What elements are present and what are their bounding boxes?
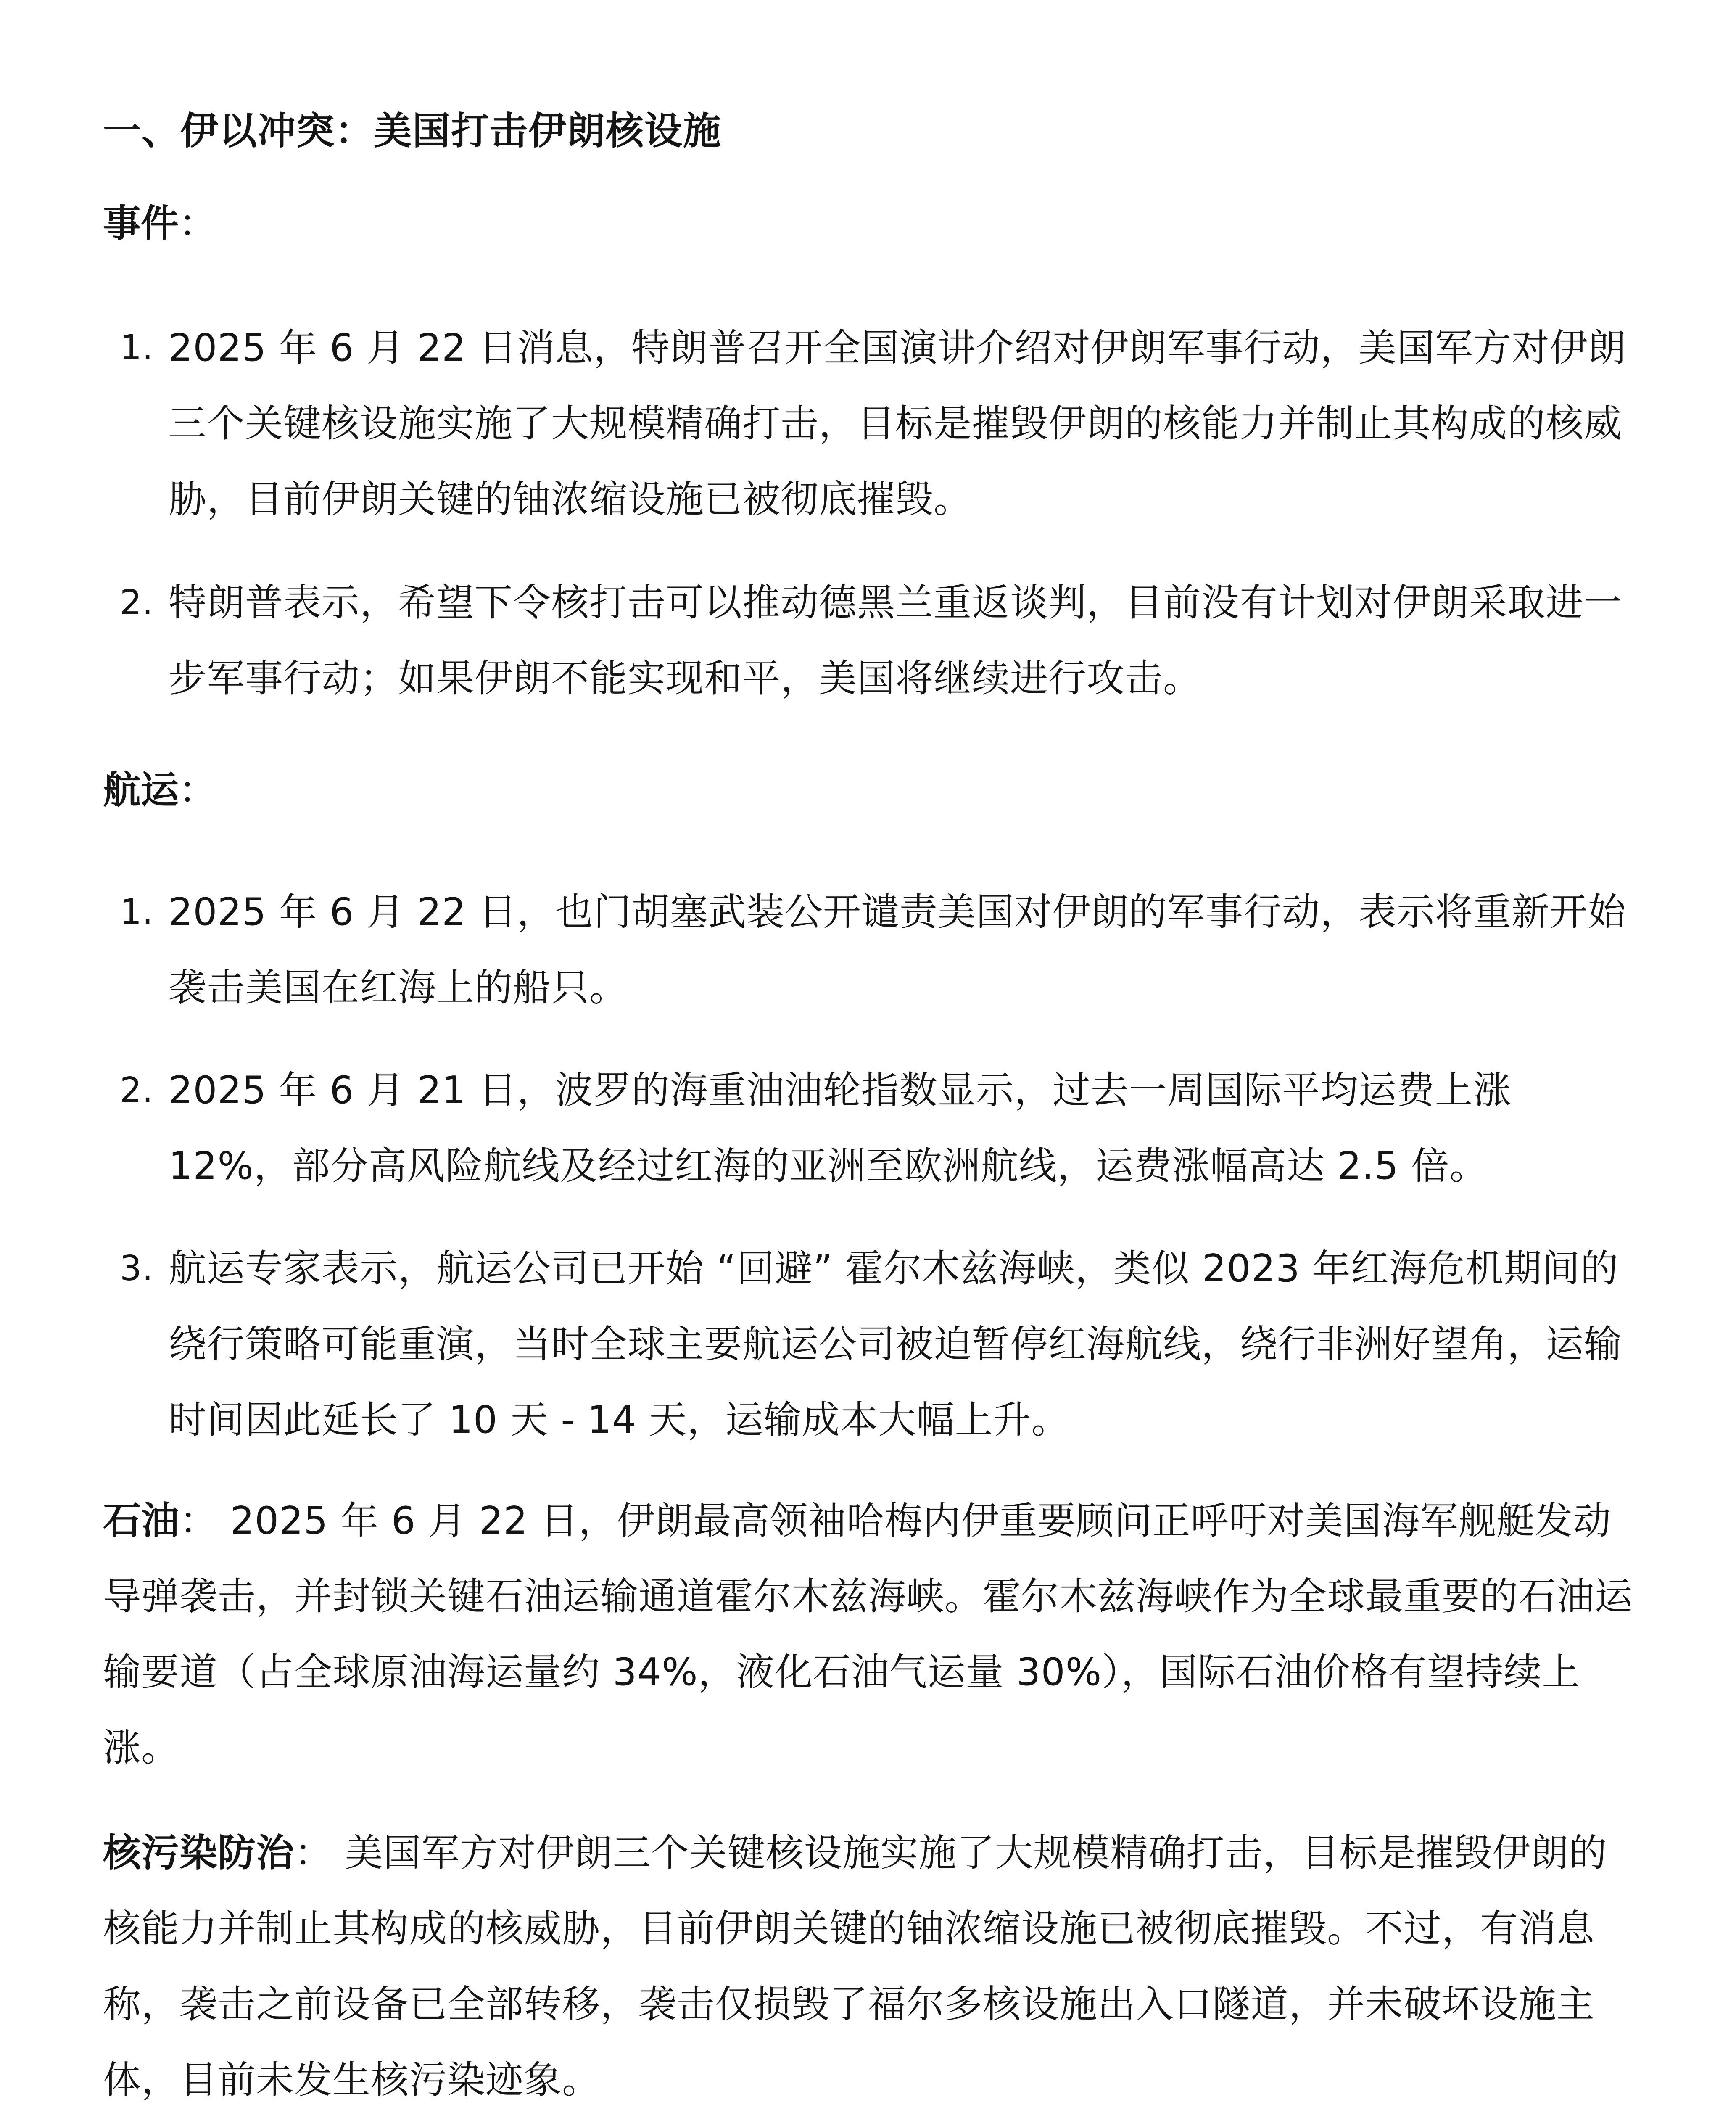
paragraph-oil-colon: ： — [179, 1499, 230, 1543]
event-list — [103, 310, 1635, 716]
section-label-event-colon: ： — [179, 201, 216, 246]
list-item — [103, 1053, 1635, 1204]
list-item-number: 1. — [120, 328, 154, 368]
list-item-number: 2. — [120, 1070, 154, 1110]
list-item-text: 2025 年 6 月 22 日，也门胡塞武装公开谴责美国对伊朗的军事行动，表示将重新开始袭击美国在红海上的船只。 — [169, 890, 1626, 1010]
section-label-event-text: 事件 — [103, 201, 179, 246]
paragraph-oil — [103, 1483, 1635, 1786]
list-item — [103, 565, 1635, 716]
list-item — [103, 874, 1635, 1026]
list-item-text: 航运专家表示，航运公司已开始 “回避” 霍尔木兹海峡，类似 2023 年红海危机期间的绕行策略可能重演，当时全球主要航运公司被迫暂停红海航线，绕行非洲好望角，运输时间因此延长了 10 天 - 14 天，运输成本大幅上升。 — [169, 1246, 1622, 1442]
paragraph-oil-label: 石油 — [103, 1499, 179, 1543]
paragraph-nuclear — [103, 1815, 1635, 2102]
list-item-text: 特朗普表示，希望下令核打击可以推动德黑兰重返谈判，目前没有计划对伊朗采取进一步军事行动；如果伊朗不能实现和平，美国将继续进行攻击。 — [169, 581, 1622, 700]
list-item-number: 1. — [120, 892, 154, 932]
paragraph-nuclear-label: 核污染防治 — [103, 1831, 294, 1875]
list-item-text: 2025 年 6 月 21 日，波罗的海重油油轮指数显示，过去一周国际平均运费上涨 12%，部分高风险航线及经过红海的亚洲至欧洲航线，运费涨幅高达 2.5 倍。 — [169, 1068, 1512, 1188]
section-label-shipping — [103, 765, 1635, 816]
article-heading: 一、伊以冲突：美国打击伊朗核设施 — [103, 109, 722, 153]
shipping-list — [103, 874, 1635, 1458]
paragraph-nuclear-text: 美国军方对伊朗三个关键核设施实施了大规模精确打击，目标是摧毁伊朗的核能力并制止其构成的核威胁，目前伊朗关键的铀浓缩设施已被彻底摧毁。不过，有消息称，袭击之前设备已全部转移，袭击仅损毁了福尔多核设施出入口隧道，并未破坏设施主体，目前未发生核污染迹象。 — [103, 1831, 1607, 2102]
paragraph-oil-text: 2025 年 6 月 22 日，伊朗最高领袖哈梅内伊重要顾问正呼吁对美国海军舰艇发动导弹袭击，并封锁关键石油运输通道霍尔木兹海峡。霍尔木兹海峡作为全球最重要的石油运输要道（占全球原油海运量约 34%，液化石油气运量 30%），国际石油价格有望持续上涨。 — [103, 1499, 1633, 1770]
section-label-event — [103, 198, 1635, 249]
paragraph-nuclear-colon: ： — [294, 1831, 345, 1875]
list-item-number: 2. — [120, 583, 154, 623]
list-item-text: 2025 年 6 月 22 日消息，特朗普召开全国演讲介绍对伊朗军事行动，美国军方对伊朗三个关键核设施实施了大规模精确打击，目标是摧毁伊朗的核能力并制止其构成的核威胁，目前伊朗关键的铀浓缩设施已被彻底摧毁。 — [169, 326, 1626, 521]
section-label-shipping-text: 航运 — [103, 768, 179, 812]
section-label-shipping-colon: ： — [179, 768, 216, 812]
list-item-number: 3. — [120, 1249, 154, 1289]
list-item — [103, 310, 1635, 537]
list-item — [103, 1231, 1635, 1458]
